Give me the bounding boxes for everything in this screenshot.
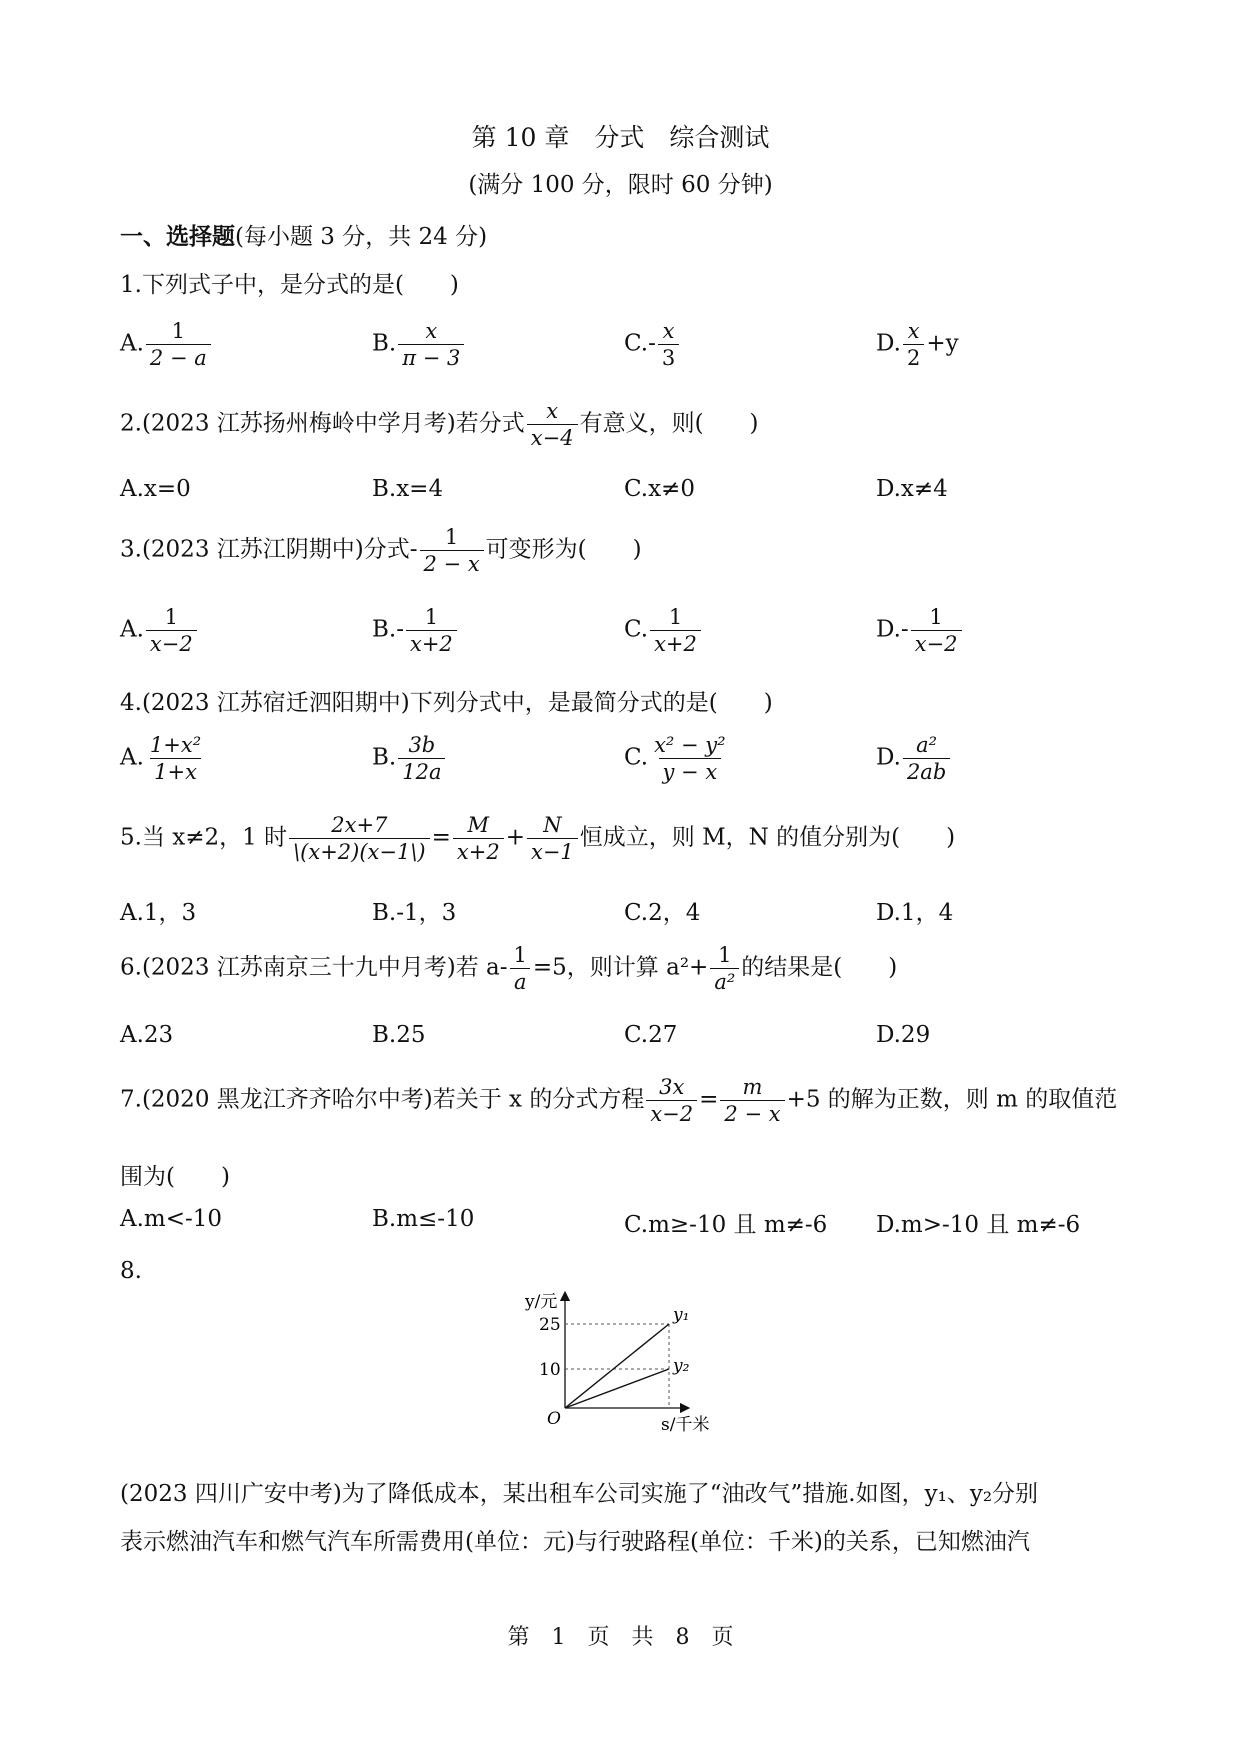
q2-option-d: D.x≠4 [876,476,948,502]
line-y2 [565,1369,669,1408]
question-4-stem: 4.(2023 江苏宿迁泗阳期中)下列分式中，是最简分式的是( ) [120,690,773,716]
q5-option-c: C.2，4 [624,900,701,926]
q4-option-a: A. $\frac{\text{1+x²}}{1+x}$ [120,733,202,784]
q7-option-c: C.m≥-10 且 m≠-6 [624,1212,828,1238]
graph-xlabel: s/千米 [661,1415,710,1435]
q2-option-c: C.x≠0 [624,476,695,502]
q7-option-b: B.m≤-10 [372,1206,475,1232]
q5-option-b: B.-1，3 [372,900,457,926]
question-7-stem: 7.(2020 黑龙江齐齐哈尔中考)若关于 x 的分式方程 $\frac{3x}{x-2}$ = $\frac{m}{2 - x}$ +5 的解为正数，则 m 的取值范 [120,1075,1118,1126]
graph-tick-25: 25 [539,1315,561,1335]
q8-paragraph-line2: 表示燃油汽车和燃气汽车所需费用(单位：元)与行驶路程(单位：千米)的关系，已知燃油汽 [120,1529,1030,1555]
question-8-number: 8. [120,1258,142,1284]
section-note: (每小题 3 分，共 24 分) [235,224,488,250]
graph-origin: O [547,1409,561,1429]
page-title: 第 10 章 分式 综合测试 [471,123,770,152]
q1-option-d: D. $\frac{x}{2}$ +y [876,319,959,370]
question-2-stem: 2.(2023 江苏扬州梅岭中学月考)若分式 $\frac{x}{x-4}$ 有意义，则( ) [120,399,759,450]
q2-option-a: A.x=0 [120,476,191,502]
q3-option-d: D.- $\frac{1}{x-2}$ [876,604,964,657]
q4-option-b: B. $\frac{3b}{12a}$ [372,732,447,785]
q1-option-b: B. $\frac{x}{\pi - 3}$ [372,318,466,371]
q6-option-d: D.29 [876,1022,931,1048]
line-y1 [565,1324,669,1408]
q4-option-c: C. $\frac{\text{x² − y²}}{y - x}$ [624,733,726,784]
q6-option-c: C.27 [624,1022,678,1048]
page-footer: 第 1 页 共 8 页 [507,1625,734,1650]
q6-option-a: A.23 [120,1022,174,1048]
q6-option-b: B.25 [372,1022,426,1048]
q7-option-d: D.m>-10 且 m≠-6 [876,1212,1081,1238]
q5-option-d: D.1，4 [876,900,954,926]
section-label: 一、选择题 [120,224,235,250]
q5-option-a: A.1，3 [120,900,197,926]
graph-label-y1: y₁ [673,1305,690,1325]
q1-option-a: A. $\frac{1}{2 - a}$ [120,318,213,371]
graph-ylabel: y/元 [525,1292,558,1312]
question-3-stem: 3.(2023 江苏江阴期中)分式- $\frac{1}{2 - x}$ 可变形为( ) [120,525,642,576]
q8-paragraph-line1: (2023 四川广安中考)为了降低成本，某出租车公司实施了“油改气”措施.如图，y₁、y₂分别 [120,1481,1039,1507]
q3-option-c: C. $\frac{1}{x+2}$ [624,604,703,657]
q1-option-c: C.- $\frac{x}{3}$ [624,318,681,371]
question-1-stem: 1.下列式子中，是分式的是( ) [120,272,459,298]
q2-option-b: B.x=4 [372,476,444,502]
q3-option-a: A. $\frac{1}{x-2}$ [120,604,199,657]
question-7-stem-line2: 围为( ) [120,1164,230,1190]
q4-option-d: D. $\frac{\text{a²}}{2ab}$ [876,732,952,785]
q7-option-a: A.m<-10 [120,1206,223,1232]
question-6-stem: 6.(2023 江苏南京三十九中月考)若 a- $\frac{1}{a}$ =5，则计算 a²+ $\frac{1}{\text{a²}}$ 的结果是( ) [120,943,898,994]
fuel-cost-graph [505,1290,735,1440]
section-heading [120,218,487,251]
graph-tick-10: 10 [539,1360,561,1380]
question-5-stem: 5.当 x≠2，1 时 $\frac{2x+7}{\backslash(x+2)(x-1\backslash)}$ = $\frac{M}{x+2}$ + $\frac{N}{x-1}$ 恒成立，则 M，N 的值分别为( ) [120,813,956,864]
q3-option-b: B.- $\frac{1}{x+2}$ [372,604,459,657]
graph-label-y2: y₂ [673,1356,690,1376]
page-subtitle: (满分 100 分，限时 60 分钟) [468,172,773,198]
